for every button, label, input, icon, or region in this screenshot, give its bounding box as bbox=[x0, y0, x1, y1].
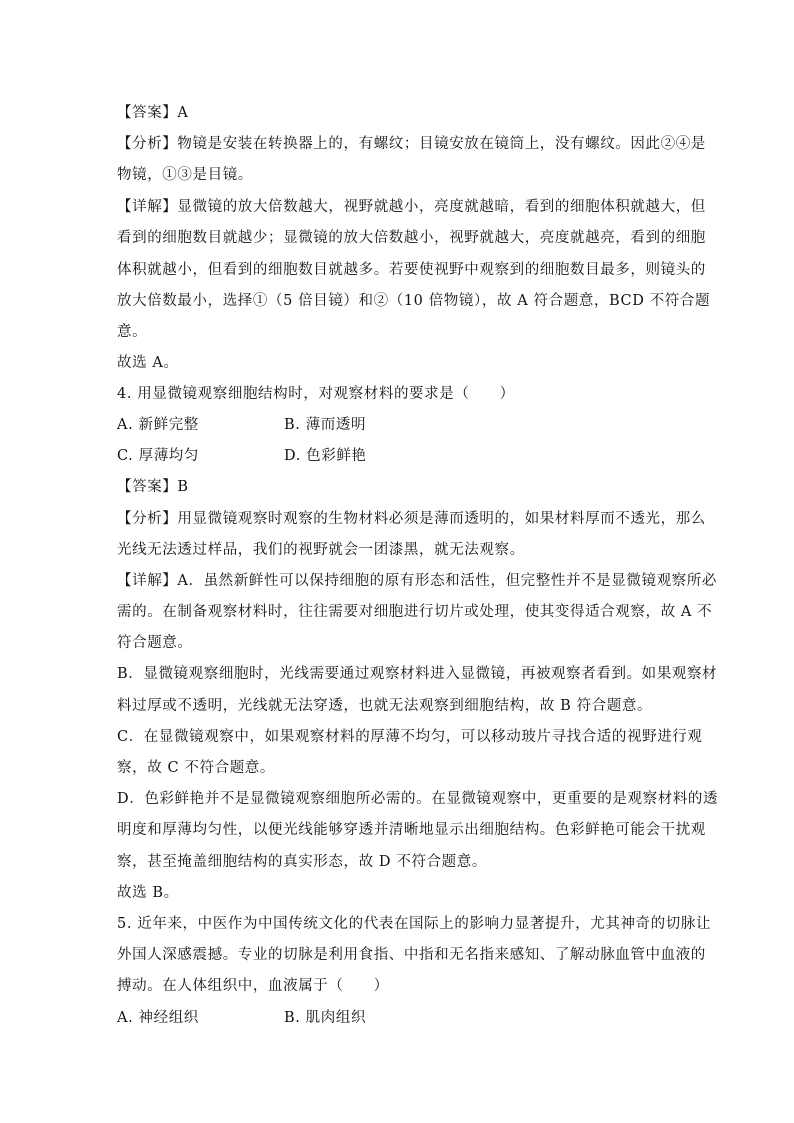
q3-answer: 【答案】A bbox=[117, 105, 189, 121]
q4-detail-line-4: B．显微镜观察细胞时，光线需要通过观察材料进入显微镜，再被观察者看到。如果观察材 bbox=[117, 666, 718, 682]
q3-analysis-line-1: 【分析】物镜是安装在转换器上的，有螺纹；目镜安放在镜筒上，没有螺纹。因此②④是 bbox=[117, 136, 706, 152]
q4-detail-line-6: C．在显微镜观察中，如果观察材料的厚薄不均匀，可以移动玻片寻找合适的视野进行观 bbox=[117, 729, 703, 745]
q3-detail-line-2: 看到的细胞数目就越少；显微镜的放大倍数越小，视野就越大，亮度就越亮，看到的细胞 bbox=[117, 230, 706, 246]
q4-analysis-line-2: 光线无法透过样品，我们的视野就会一团漆黑，就无法观察。 bbox=[117, 542, 525, 558]
q3-detail-line-5: 意。 bbox=[117, 324, 148, 340]
q4-detail-line-3: 符合题意。 bbox=[117, 635, 193, 651]
q4-option-b: B. 薄而透明 bbox=[284, 417, 367, 433]
q4-detail-line-5: 料过厚或不透明，光线就无法穿透，也就无法观察到细胞结构，故 B 符合题意。 bbox=[117, 698, 653, 714]
q4-conclusion: 故选 B。 bbox=[117, 885, 179, 901]
q5-option-b: B. 肌肉组织 bbox=[284, 1010, 367, 1026]
q5-stem-line-2: 外国人深感震撼。专业的切脉是利用食指、中指和无名指来感知、了解动脉血管中血液的 bbox=[117, 947, 706, 963]
q5-stem-line-1: 5. 近年来，中医作为中国传统文化的代表在国际上的影响力显著提升，尤其神奇的切脉让 bbox=[117, 916, 712, 932]
q3-detail-line-4: 放大倍数最小，选择①（5 倍目镜）和②（10 倍物镜），故 A 符合题意，BCD 不符合题 bbox=[117, 293, 711, 309]
q4-option-a: A. 新鲜完整 bbox=[117, 417, 199, 433]
q5-option-a: A. 神经组织 bbox=[117, 1010, 199, 1026]
q4-detail-line-2: 需的。在制备观察材料时，往往需要对细胞进行切片或处理，使其变得适合观察，故 A 不 bbox=[117, 604, 713, 620]
q4-analysis-line-1: 【分析】用显微镜观察时观察的生物材料必须是薄而透明的，如果材料厚而不透光，那么 bbox=[117, 511, 706, 527]
q3-detail-line-1: 【详解】显微镜的放大倍数越大，视野就越小，亮度就越暗，看到的细胞体积就越大，但 bbox=[117, 199, 706, 215]
q4-stem: 4. 用显微镜观察细胞结构时，对观察材料的要求是（ ） bbox=[117, 386, 515, 402]
q3-detail-line-3: 体积就越小，但看到的细胞数目就越多。若要使视野中观察到的细胞数目最多，则镜头的 bbox=[117, 262, 706, 278]
q4-detail-line-7: 察，故 C 不符合题意。 bbox=[117, 760, 276, 776]
q5-stem-line-3: 搏动。在人体组织中，血液属于（ ） bbox=[117, 978, 389, 994]
q4-detail-line-9: 明度和厚薄均匀性，以便光线能够穿透并清晰地显示出细胞结构。色彩鲜艳可能会干扰观 bbox=[117, 822, 706, 838]
q4-answer: 【答案】B bbox=[117, 479, 189, 495]
q4-option-c: C. 厚薄均匀 bbox=[117, 448, 199, 464]
q3-analysis-line-2: 物镜，①③是目镜。 bbox=[117, 167, 253, 183]
q4-detail-line-8: D．色彩鲜艳并不是显微镜观察细胞所必需的。在显微镜观察中，更重要的是观察材料的透 bbox=[117, 791, 719, 807]
q4-detail-line-1: 【详解】A．虽然新鲜性可以保持细胞的原有形态和活性，但完整性并不是显微镜观察所必 bbox=[117, 573, 717, 589]
q3-conclusion: 故选 A。 bbox=[117, 355, 179, 371]
q4-option-d: D. 色彩鲜艳 bbox=[284, 448, 367, 464]
q4-detail-line-10: 察，甚至掩盖细胞结构的真实形态，故 D 不符合题意。 bbox=[117, 854, 487, 870]
